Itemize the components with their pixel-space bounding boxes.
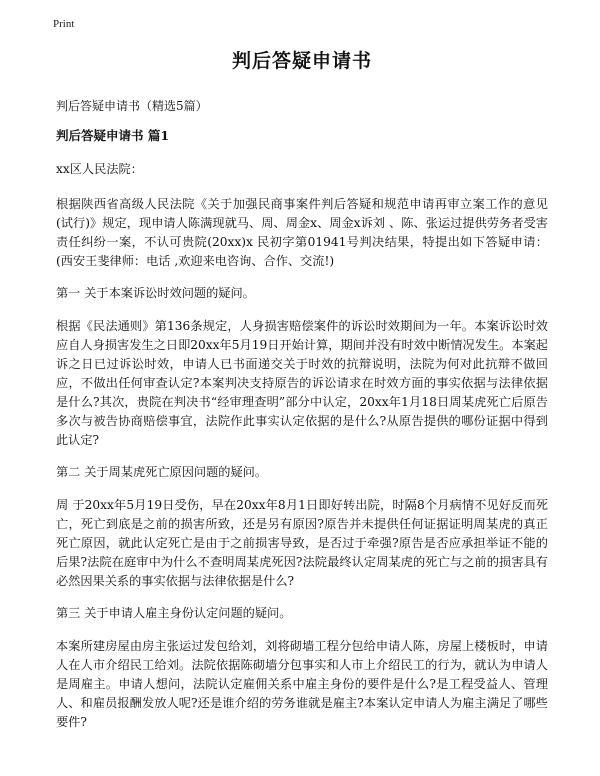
question-1-body: 根据《民法通则》第136条规定，人身损害赔偿案件的诉讼时效期间为一年。本案诉讼时效应自人身损害发生之日即20xx年5月19日开始计算，期间并没有时效中断情况发生。本案起诉之日已过诉讼时效，申请人已书面递交关于时效的抗辩说明，法院为何对此抗辩不做回应，不做出任何审查认定?本案判决支持原告的诉讼请求在时效方面的事实依据与法律依据是什么?其次，贵院在判决书“经审理查明”部分中认定，20xx年1月18日周某虎死亡后原告多次与被告协商赔偿事宜，法院作此事实认定依据的是什么?从原告提供的哪份证据中得到此认定? bbox=[56, 319, 548, 447]
print-link[interactable]: Print bbox=[53, 18, 75, 30]
section-heading: 判后答疑申请书 篇1 bbox=[56, 128, 170, 143]
question-3-heading: 第三 关于申请人雇主身份认定问题的疑问。 bbox=[56, 606, 292, 620]
document-title: 判后答疑申请书 bbox=[231, 50, 372, 72]
document-body bbox=[56, 46, 548, 745]
salutation: xx区人民法院： bbox=[56, 162, 143, 176]
question-1-heading: 第一 关于本案诉讼时效问题的疑问。 bbox=[56, 286, 255, 300]
question-2-heading: 第二 关于周某虎死亡原因问题的疑问。 bbox=[56, 465, 268, 479]
intro-paragraph: 根据陕西省高级人民法院《关于加强民商事案件判后答疑和规范申请再审立案工作的意见(试行)》规定，现申请人陈满现就马、周、周金x、周金x诉刘 、陈、张运过提供劳务者受害责任纠纷一案，不认可贵院(20xx)x 民初字第01941号判决结果，特提出如下答疑申请：(西安王斐律师：电话 ,欢迎来电咨询、合作、交流!) bbox=[56, 197, 548, 268]
question-2-body: 周 于20xx年5月19日受伤，早在20xx年8月1日即好转出院，时隔8个月病情不见好反而死亡，死亡到底是之前的损害所致，还是另有原因?原告并未提供任何证据证明周某虎的真正死亡原因，就此认定死亡是由于之前损害导致，是否过于牵强?原告是否应承担举证不能的后果?法院在庭审中为什么不查明周某虎死因?法院最终认定周某虎的死亡与之前的损害具有必然因果关系的事实依据与法律依据是什么? bbox=[56, 498, 548, 588]
question-3-body: 本案所建房屋由房主张运过发包给刘，刘将砌墙工程分包给申请人陈，房屋上楼板时，申请人在人市介绍民工给刘。法院依据陈砌墙分包事实和人市上介绍民工的行为，就认为申请人是周雇主。申请人想问，法院认定雇佣关系中雇主身份的要件是什么?是工程受益人、管理人、和雇员报酬发放人呢?还是谁介绍的劳务谁就是雇主?本案认定申请人为雇主满足了哪些要件? bbox=[56, 639, 548, 729]
document-subtitle: 判后答疑申请书（精选5篇） bbox=[56, 99, 208, 113]
